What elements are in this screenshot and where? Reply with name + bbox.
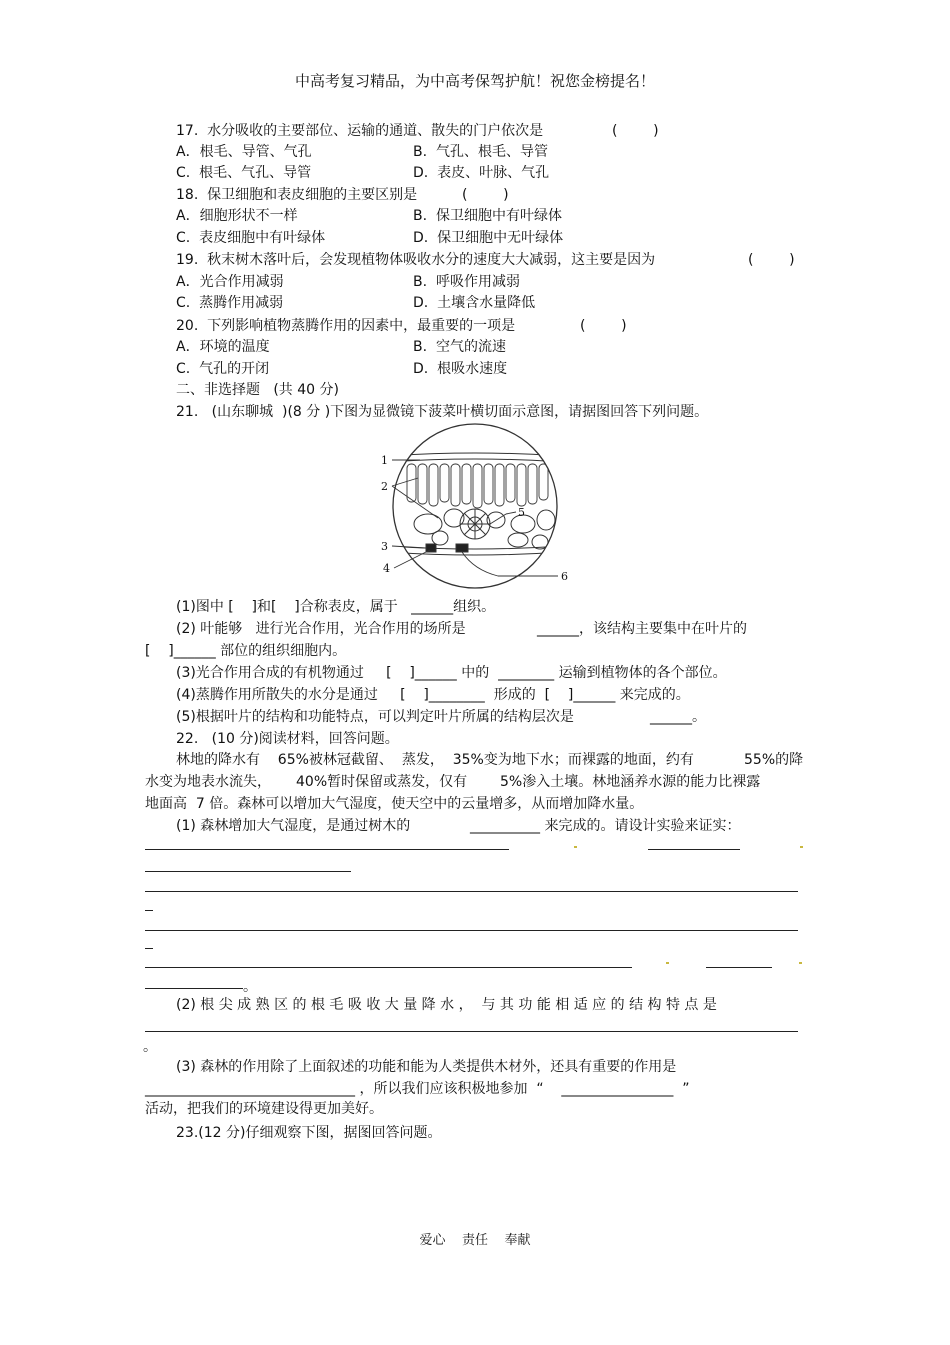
answer-line [145, 871, 351, 872]
diagram-label-1: 1 [381, 454, 388, 467]
answer-line [145, 910, 153, 911]
scan-speck [800, 846, 803, 848]
answer-line [145, 1031, 798, 1032]
q17-option-a: A．根毛、导管、气孔 [176, 144, 312, 160]
q17-option-b: B. 气孔、根毛、导管 [413, 144, 548, 160]
answer-line [145, 849, 509, 850]
q21-part3: (3)光合作用合成的有机物通过 [ ]______ 中的 ________ 运输到植物体的各个部位。 [176, 665, 727, 681]
q21-part5a: (5)根据叶片的结构和功能特点，可以判定叶片所属的结构层次是 [176, 709, 574, 725]
diagram-label-2: 2 [381, 480, 388, 493]
q18-stem: 18. 保卫细胞和表皮细胞的主要区别是 [176, 187, 418, 203]
answer-line [145, 948, 153, 949]
q22-part3c: 活动，把我们的环境建设得更加美好。 [145, 1101, 383, 1117]
q21-part2b: ______，该结构主要集中在叶片的 [537, 621, 747, 637]
scan-speck [799, 962, 802, 964]
q18-option-b: B. 保卫细胞中有叶绿体 [413, 208, 562, 224]
q21-part2a: (2) 叶能够 进行光合作用，光合作用的场所是 [176, 621, 466, 637]
answer-line [145, 930, 798, 931]
q20-option-a: A．环境的温度 [176, 339, 270, 355]
scan-speck [574, 846, 577, 848]
answer-line [706, 967, 772, 968]
q22-part1-period: 。 [243, 979, 257, 995]
q22-material-2c: 5%渗入土壤。林地涵养水源的能力比裸露 [500, 774, 761, 790]
q20-option-d: D. 根吸水速度 [413, 361, 508, 377]
answer-line [145, 988, 243, 989]
q18-option-d: D. 保卫细胞中无叶绿体 [413, 230, 564, 246]
q21-part2c: [ ]______ 部位的组织细胞内。 [145, 643, 347, 659]
q20-answer-paren: ( ) [580, 318, 627, 334]
q22-stem: 22. (10 分)阅读材料，回答问题。 [176, 731, 399, 747]
q22-material-1b: 55%的降 [744, 752, 804, 768]
leaf-cross-section-diagram [378, 420, 572, 592]
q20-stem: 20. 下列影响植物蒸腾作用的因素中，最重要的一项是 [176, 318, 516, 334]
q21-part5b: ______。 [650, 709, 706, 725]
q17-option-c: C. 根毛、气孔、导管 [176, 165, 312, 181]
q18-option-c: C. 表皮细胞中有叶绿体 [176, 230, 326, 246]
q19-answer-paren: ( ) [748, 252, 795, 268]
q18-answer-paren: ( ) [462, 187, 509, 203]
q19-option-d: D. 土壤含水量降低 [413, 295, 536, 311]
diagram-label-5: 5 [518, 506, 525, 519]
q22-material-2a: 水变为地表水流失， [145, 774, 271, 790]
q22-part3b: ______________________________ ，所以我们应该积极地参加 “ ________________ ” [145, 1081, 690, 1097]
q23-stem: 23.(12 分)仔细观察下图，据图回答问题。 [176, 1125, 442, 1141]
q17-answer-paren: ( ) [612, 123, 659, 139]
q20-option-b: B. 空气的流速 [413, 339, 506, 355]
q19-option-a: A．光合作用减弱 [176, 274, 284, 290]
q18-option-a: A．细胞形状不一样 [176, 208, 298, 224]
q22-part1a: (1) 森林增加大气湿度，是通过树木的 [176, 818, 411, 834]
q17-option-d: D. 表皮、叶脉、气孔 [413, 165, 550, 181]
answer-line [648, 849, 740, 850]
diagram-label-6: 6 [561, 570, 568, 583]
q19-stem: 19. 秋末树木落叶后，会发现植物体吸收水分的速度大大减弱，这主要是因为 [176, 252, 656, 268]
q21-part1: (1)图中 [ ]和[ ]合称表皮，属于 ______组织。 [176, 599, 496, 615]
q22-part3: (3) 森林的作用除了上面叙述的功能和能为人类提供木材外，还具有重要的作用是 [176, 1059, 677, 1075]
q22-part2: (2) 根 尖 成 熟 区 的 根 毛 吸 收 大 量 降 水 ， 与 其 功 能 相 适 应 的 结 构 特 点 是 [176, 997, 717, 1013]
scan-speck [666, 962, 669, 964]
diagram-label-3: 3 [381, 540, 388, 553]
q22-part1b: __________ 来完成的。请设计实验来证实： [470, 818, 741, 834]
q19-option-c: C. 蒸腾作用减弱 [176, 295, 284, 311]
answer-line [145, 967, 632, 968]
page-footer: 爱心 责任 奉献 [419, 1233, 531, 1248]
page-header: 中高考复习精品，为中高考保驾护航！祝您金榜提名！ [294, 72, 655, 90]
q20-option-c: C. 气孔的开闭 [176, 361, 270, 377]
q22-part2-end: 。 [143, 1039, 157, 1055]
answer-line [145, 891, 798, 892]
diagram-label-4: 4 [383, 562, 390, 575]
q19-option-b: B. 呼吸作用减弱 [413, 274, 520, 290]
q22-material-3: 地面高 7 倍。森林可以增加大气湿度，使天空中的云量增多，从而增加降水量。 [145, 796, 644, 812]
q17-stem: 17. 水分吸收的主要部位、运输的通道、散失的门户依次是 [176, 123, 544, 139]
section-heading: 二、非选择题 (共 40 分) [176, 382, 339, 398]
q21-stem: 21. (山东聊城 )(8 分 )下图为显微镜下菠菜叶横切面示意图，请据图回答下列问题。 [176, 404, 709, 420]
q22-material-2b: 40%暂时保留或蒸发，仅有 [296, 774, 468, 790]
q21-part4: (4)蒸腾作用所散失的水分是通过 [ ]________ 形成的 [ ]______ 来完成的。 [176, 687, 690, 703]
q22-material-1a: 林地的降水有 65%被林冠截留、 蒸发， 35%变为地下水；而裸露的地面，约有 [176, 752, 694, 768]
